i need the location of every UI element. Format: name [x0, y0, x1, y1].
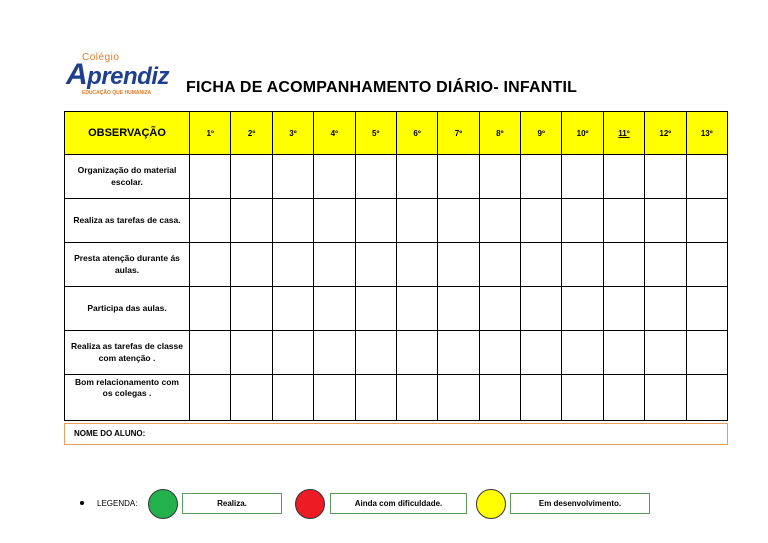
bullet-icon	[80, 501, 84, 505]
column-header: 13º	[686, 112, 728, 155]
day-cell[interactable]	[562, 199, 603, 243]
table-row	[65, 331, 728, 375]
day-cell[interactable]	[479, 331, 520, 375]
day-cell[interactable]	[603, 375, 644, 421]
column-header: 12º	[645, 112, 686, 155]
tracking-table	[64, 111, 728, 421]
row-label: Presta atenção durante ás aulas.	[65, 243, 190, 287]
day-cell[interactable]	[272, 375, 313, 421]
day-cell[interactable]	[314, 243, 355, 287]
column-header: 6º	[396, 112, 437, 155]
day-cell[interactable]	[314, 199, 355, 243]
column-header: 4º	[314, 112, 355, 155]
day-cell[interactable]	[355, 375, 396, 421]
day-cell[interactable]	[314, 331, 355, 375]
day-cell[interactable]	[190, 331, 231, 375]
column-header: 3º	[272, 112, 313, 155]
table-row	[65, 155, 728, 199]
day-cell[interactable]	[396, 331, 437, 375]
day-cell[interactable]	[686, 287, 728, 331]
day-cell[interactable]	[272, 331, 313, 375]
column-header: 5º	[355, 112, 396, 155]
day-cell[interactable]	[603, 199, 644, 243]
column-header: 11º	[603, 112, 644, 155]
day-cell[interactable]	[479, 287, 520, 331]
day-cell[interactable]	[438, 331, 479, 375]
day-cell[interactable]	[562, 287, 603, 331]
day-cell[interactable]	[479, 199, 520, 243]
column-header: 10º	[562, 112, 603, 155]
legend-label: LEGENDA:	[97, 499, 138, 508]
row-label: Realiza as tarefas de casa.	[65, 199, 190, 243]
day-cell[interactable]	[231, 375, 272, 421]
day-cell[interactable]	[521, 331, 562, 375]
legend-item-desenvolvimento: Em desenvolvimento.	[510, 493, 650, 514]
day-cell[interactable]	[272, 199, 313, 243]
table-row	[65, 199, 728, 243]
day-cell[interactable]	[521, 243, 562, 287]
day-cell[interactable]	[479, 155, 520, 199]
legend-item-dificuldade: Ainda com dificuldade.	[330, 493, 467, 514]
column-header: 2º	[231, 112, 272, 155]
day-cell[interactable]	[603, 243, 644, 287]
table-row	[65, 375, 728, 421]
day-cell[interactable]	[603, 155, 644, 199]
column-header: 9º	[521, 112, 562, 155]
day-cell[interactable]	[645, 243, 686, 287]
day-cell[interactable]	[438, 243, 479, 287]
day-cell[interactable]	[355, 287, 396, 331]
day-cell[interactable]	[314, 287, 355, 331]
day-cell[interactable]	[272, 155, 313, 199]
day-cell[interactable]	[231, 155, 272, 199]
day-cell[interactable]	[521, 287, 562, 331]
day-cell[interactable]	[190, 243, 231, 287]
student-name-field[interactable]	[64, 423, 728, 445]
logo-tagline: EDUCAÇÃO QUE HUMANIZA	[82, 90, 152, 96]
yellow-circle-icon	[476, 489, 506, 519]
day-cell[interactable]	[231, 287, 272, 331]
day-cell[interactable]	[190, 155, 231, 199]
day-cell[interactable]	[190, 287, 231, 331]
day-cell[interactable]	[645, 375, 686, 421]
day-cell[interactable]	[231, 243, 272, 287]
day-cell[interactable]	[645, 287, 686, 331]
column-header: 1º	[190, 112, 231, 155]
day-cell[interactable]	[562, 375, 603, 421]
legend-item-realiza: Realiza.	[182, 493, 282, 514]
day-cell[interactable]	[355, 243, 396, 287]
day-cell[interactable]	[272, 243, 313, 287]
day-cell[interactable]	[645, 331, 686, 375]
day-cell[interactable]	[438, 199, 479, 243]
day-cell[interactable]	[562, 331, 603, 375]
day-cell[interactable]	[396, 243, 437, 287]
day-cell[interactable]	[645, 155, 686, 199]
day-cell[interactable]	[645, 199, 686, 243]
red-circle-icon	[295, 489, 325, 519]
day-cell[interactable]	[521, 199, 562, 243]
day-cell[interactable]	[314, 155, 355, 199]
day-cell[interactable]	[355, 331, 396, 375]
day-cell[interactable]	[396, 375, 437, 421]
day-cell[interactable]	[686, 199, 728, 243]
logo-college-text: Colégio	[82, 52, 120, 63]
day-cell[interactable]	[521, 375, 562, 421]
day-cell[interactable]	[603, 287, 644, 331]
day-cell[interactable]	[686, 331, 728, 375]
day-cell[interactable]	[355, 199, 396, 243]
day-cell[interactable]	[603, 331, 644, 375]
day-cell[interactable]	[686, 155, 728, 199]
day-cell[interactable]	[438, 287, 479, 331]
day-cell[interactable]	[272, 287, 313, 331]
day-cell[interactable]	[314, 375, 355, 421]
day-cell[interactable]	[190, 199, 231, 243]
row-label: Bom relacionamento com os colegas .	[65, 375, 190, 421]
day-cell[interactable]	[438, 375, 479, 421]
day-cell[interactable]	[231, 199, 272, 243]
table-row	[65, 243, 728, 287]
day-cell[interactable]	[521, 155, 562, 199]
legend	[80, 490, 680, 520]
row-label: Organização do material escolar.	[65, 155, 190, 199]
column-header: 7º	[438, 112, 479, 155]
day-cell[interactable]	[396, 155, 437, 199]
school-logo	[62, 52, 172, 108]
day-cell[interactable]	[479, 375, 520, 421]
day-cell[interactable]	[438, 155, 479, 199]
day-cell[interactable]	[396, 287, 437, 331]
day-cell[interactable]	[686, 375, 728, 421]
day-cell[interactable]	[231, 331, 272, 375]
day-cell[interactable]	[190, 375, 231, 421]
table-header-row	[65, 112, 728, 155]
table-row	[65, 287, 728, 331]
column-header: 8º	[479, 112, 520, 155]
row-label: Realiza as tarefas de classe com atenção .	[65, 331, 190, 375]
green-circle-icon	[148, 489, 178, 519]
day-cell[interactable]	[562, 155, 603, 199]
row-label: Participa das aulas.	[65, 287, 190, 331]
logo-brand-text: Aprendiz	[66, 58, 170, 91]
day-cell[interactable]	[355, 155, 396, 199]
page-title: FICHA DE ACOMPANHAMENTO DIÁRIO- INFANTIL	[186, 79, 578, 96]
day-cell[interactable]	[396, 199, 437, 243]
day-cell[interactable]	[562, 243, 603, 287]
day-cell[interactable]	[686, 243, 728, 287]
day-cell[interactable]	[479, 243, 520, 287]
observation-header: OBSERVAÇÃO	[65, 112, 190, 155]
student-name-label: NOME DO ALUNO:	[74, 429, 146, 438]
